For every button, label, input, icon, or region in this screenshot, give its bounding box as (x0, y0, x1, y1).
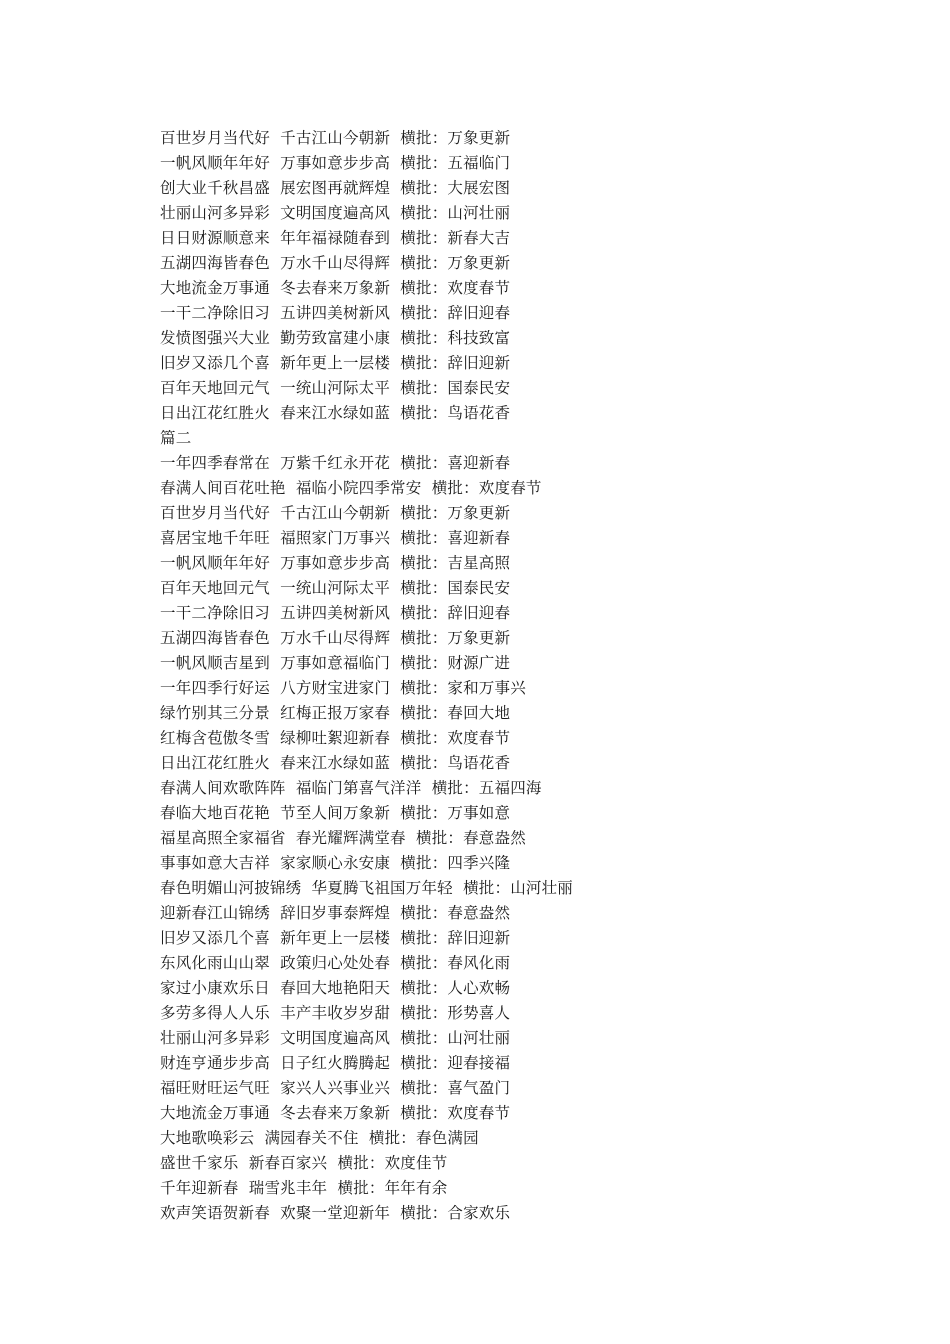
text-line: 大地流金万事通 冬去春来万象新 横批：欢度春节 (160, 279, 511, 297)
text-line: 五湖四海皆春色 万水千山尽得辉 横批：万象更新 (160, 254, 511, 272)
text-line: 福旺财旺运气旺 家兴人兴事业兴 横批：喜气盈门 (160, 1079, 511, 1097)
text-line: 百年天地回元气 一统山河际太平 横批：国泰民安 (160, 579, 511, 597)
text-line: 一年四季行好运 八方财宝进家门 横批：家和万事兴 (160, 679, 526, 697)
text-line: 大地流金万事通 冬去春来万象新 横批：欢度春节 (160, 1104, 511, 1122)
document-body (160, 126, 880, 1226)
text-line: 壮丽山河多异彩 文明国度遍高风 横批：山河壮丽 (160, 1029, 511, 1047)
text-line: 一帆风顺年年好 万事如意步步高 横批：吉星高照 (160, 554, 511, 572)
text-line: 福星高照全家福省 春光耀辉满堂春 横批：春意盎然 (160, 829, 526, 847)
text-line: 一干二净除旧习 五讲四美树新风 横批：辞旧迎春 (160, 304, 511, 322)
text-line: 旧岁又添几个喜 新年更上一层楼 横批：辞旧迎新 (160, 929, 511, 947)
text-line: 红梅含苞傲冬雪 绿柳吐絮迎新春 横批：欢度春节 (160, 729, 511, 747)
text-line: 迎新春江山锦绣 辞旧岁事泰辉煌 横批：春意盎然 (160, 904, 511, 922)
text-line: 欢声笑语贺新春 欢聚一堂迎新年 横批：合家欢乐 (160, 1204, 511, 1222)
text-line: 东风化雨山山翠 政策归心处处春 横批：春风化雨 (160, 954, 511, 972)
text-line: 多劳多得人人乐 丰产丰收岁岁甜 横批：形势喜人 (160, 1004, 511, 1022)
text-line: 春满人间欢歌阵阵 福临门第喜气洋洋 横批：五福四海 (160, 779, 542, 797)
text-line: 百世岁月当代好 千古江山今朝新 横批：万象更新 (160, 129, 511, 147)
text-line: 盛世千家乐 新春百家兴 横批：欢度佳节 (160, 1154, 448, 1172)
text-line: 春色明媚山河披锦绣 华夏腾飞祖国万年轻 横批：山河壮丽 (160, 879, 574, 897)
text-line: 日出江花红胜火 春来江水绿如蓝 横批：鸟语花香 (160, 404, 511, 422)
text-line: 五湖四海皆春色 万水千山尽得辉 横批：万象更新 (160, 629, 511, 647)
text-line: 家过小康欢乐日 春回大地艳阳天 横批：人心欢畅 (160, 979, 511, 997)
text-line: 篇二 (160, 429, 192, 447)
text-line: 事事如意大吉祥 家家顺心永安康 横批：四季兴隆 (160, 854, 511, 872)
text-line: 旧岁又添几个喜 新年更上一层楼 横批：辞旧迎新 (160, 354, 511, 372)
text-line: 一干二净除旧习 五讲四美树新风 横批：辞旧迎春 (160, 604, 511, 622)
text-line: 一帆风顺吉星到 万事如意福临门 横批：财源广进 (160, 654, 511, 672)
text-line: 春满人间百花吐艳 福临小院四季常安 横批：欢度春节 (160, 479, 542, 497)
text-line: 百年天地回元气 一统山河际太平 横批：国泰民安 (160, 379, 511, 397)
text-line: 春临大地百花艳 节至人间万象新 横批：万事如意 (160, 804, 511, 822)
text-line: 财连亨通步步高 日子红火腾腾起 横批：迎春接福 (160, 1054, 511, 1072)
text-line: 创大业千秋昌盛 展宏图再就辉煌 横批：大展宏图 (160, 179, 511, 197)
text-line: 大地歌唤彩云 满园春关不住 横批：春色满园 (160, 1129, 479, 1147)
text-line: 千年迎新春 瑞雪兆丰年 横批：年年有余 (160, 1179, 448, 1197)
text-line: 日出江花红胜火 春来江水绿如蓝 横批：鸟语花香 (160, 754, 511, 772)
text-line: 发愤图强兴大业 勤劳致富建小康 横批：科技致富 (160, 329, 511, 347)
text-line: 壮丽山河多异彩 文明国度遍高风 横批：山河壮丽 (160, 204, 511, 222)
text-line: 一年四季春常在 万紫千红永开花 横批：喜迎新春 (160, 454, 511, 472)
text-line: 日日财源顺意来 年年福禄随春到 横批：新春大吉 (160, 229, 511, 247)
text-line: 一帆风顺年年好 万事如意步步高 横批：五福临门 (160, 154, 511, 172)
text-line: 百世岁月当代好 千古江山今朝新 横批：万象更新 (160, 504, 511, 522)
text-line: 喜居宝地千年旺 福照家门万事兴 横批：喜迎新春 (160, 529, 511, 547)
text-line: 绿竹别其三分景 红梅正报万家春 横批：春回大地 (160, 704, 511, 722)
